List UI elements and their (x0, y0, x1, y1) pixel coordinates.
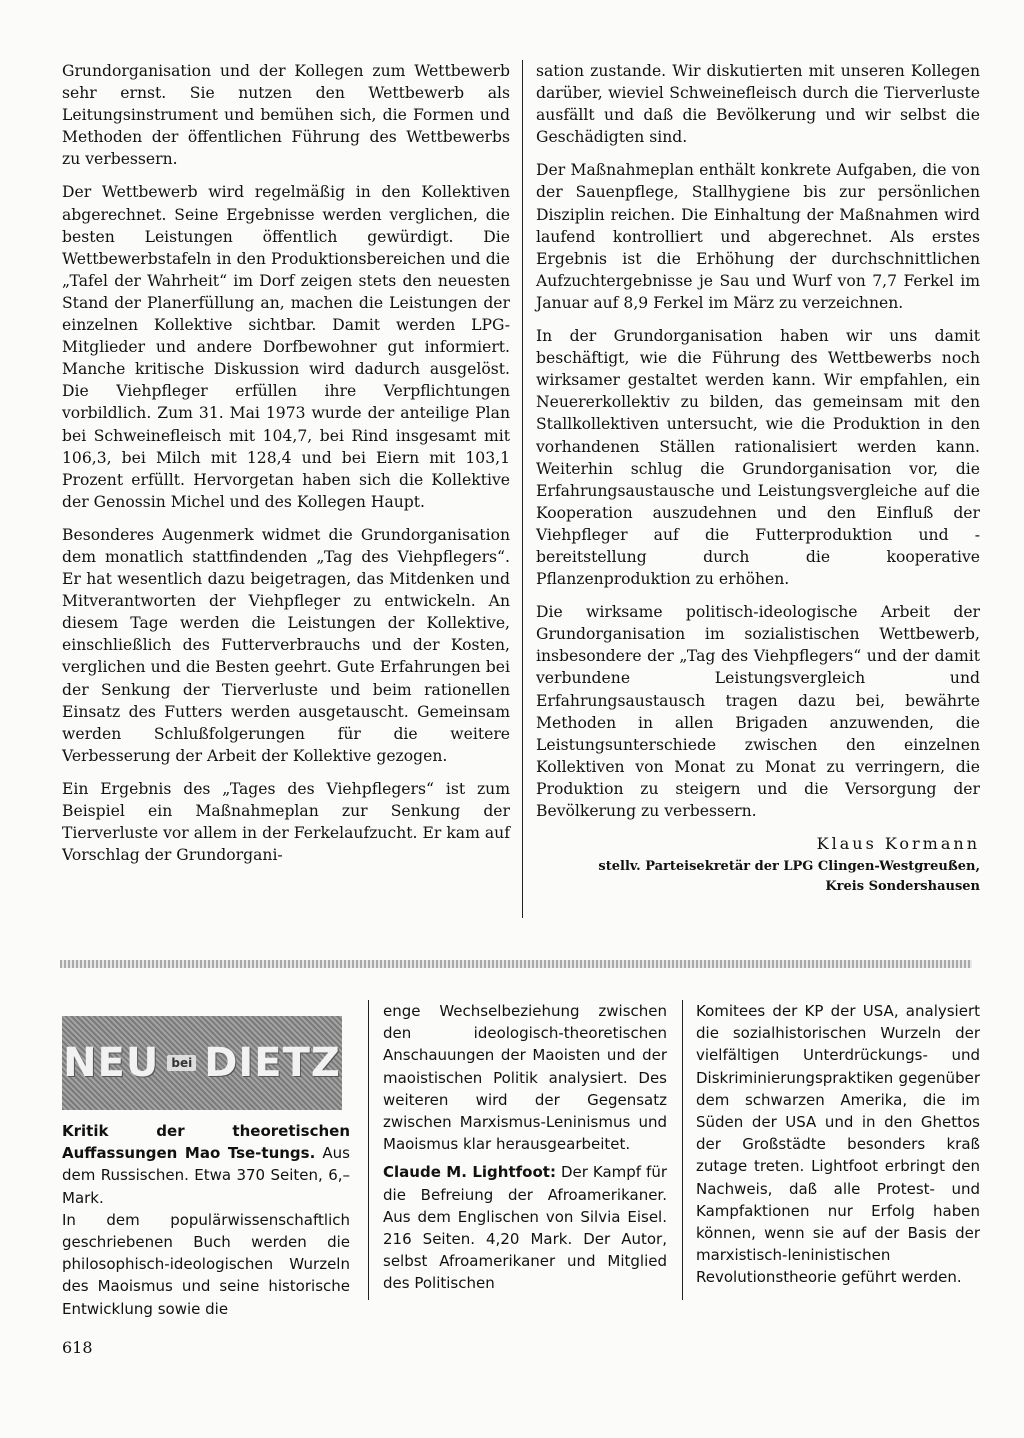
paragraph: Grundorganisation und der Kollegen zum Wettbewerb sehr ernst. Sie nutzen den Wettbewerb als Leitungsinstrument und bemühen sich, die Formen und Methoden der öffentlichen Führung des Wettbewerbs zu verbessern. (62, 62, 510, 169)
book-description: In dem populärwissenschaftlich geschriebenen Buch werden die philosophisch-ideologischen Wurzeln des Maoismus und seine historische Entwicklung sowie die (62, 1210, 350, 1318)
book-author: Claude M. Lightfoot: (383, 1163, 556, 1182)
banner-word: DIETZ (204, 1040, 341, 1086)
book-details: Aus dem Russischen. Etwa 370 Seiten, 6,– Mark. (62, 1144, 351, 1207)
paragraph: Die wirksame politisch-ideologische Arbeit der Grundorganisation im sozialistischen Wettbewerb, insbesondere der „Tag des Viehpflegers“ und der damit verbundene Leistungsvergleich und Erfahrungsaustausch tragen dazu bei, bewährte Methoden in allen Brigaden anzuwenden, die Leistungsunterschiede zwischen den einzelnen Kollektiven von Monat zu Monat zu verringern, die Produktion zu steigern und die Versorgung der Bevölkerung zu verbessern. (536, 603, 980, 820)
paragraph: Der Maßnahmeplan enthält konkrete Aufgaben, die von der Sauenpflege, Stallhygiene bis zur persönlichen Disziplin reichen. Die Einhaltung der Maßnahmen wird laufend kontrolliert und abgerechnet. Als erstes Ergebnis ist die Erhöhung der durchschnittlichen Aufzuchtergebnisse je Sau und Wurf von 7,7 Ferkel im Januar auf 8,9 Ferkel im März zu verzeichnen. (536, 161, 980, 312)
paragraph: Besonderes Augenmerk widmet die Grundorganisation dem monatlich stattfindenden „Tag des Viehpflegers“. Er hat wesentlich dazu beigetragen, das Mitdenken und Mitverantworten der Viehpfleger zu entwickeln. An diesem Tage werden die Leistungen der Kollektive, einschließlich des Futterverbrauchs und der Kosten, verglichen und die Besten geehrt. Gute Erfahrungen bei der Senkung der Tierverluste und beim rationellen Einsatz des Futters werden ausgetauscht. Gemeinsam werden Schlußfolgerungen für die weitere Verbesserung der Arbeit der Kollektive gezogen. (62, 525, 510, 765)
column-divider (368, 1000, 369, 1300)
author-title-line: Kreis Sondershausen (825, 879, 980, 895)
signature (536, 833, 980, 897)
section-separator (60, 960, 972, 968)
paragraph: In der Grundorganisation haben wir uns damit beschäftigt, wie die Führung des Wettbewerbs noch wirksamer gestaltet werden kann. Wir empfahlen, ein Neuererkollektiv zu bilden, das gemeinsam mit den Stallkollektiven untersucht, wie die Produktion in den vorhandenen Ställen rationalisiert werden kann. Weiterhin schlug die Grundorganisation vor, die Erfahrungsaustausche und Leistungsvergleiche auf die Kooperation auszudehnen und den Einfluß der Viehpfleger auf die Futterproduktion und -bereitstellung durch die kooperative Pflanzenproduktion zu erhöhen. (536, 327, 980, 589)
banner-word: bei (167, 1055, 196, 1071)
book-details: Der Kampf für die Befreiung der Afroamerikaner. Aus dem Englischen von Silvia Eisel. 216 Seiten. 4,20 Mark. Der Autor, selbst Afroamerikaner und Mitglied des Politischen (383, 1163, 667, 1293)
books-column-2 (383, 1000, 667, 1295)
paragraph: sation zustande. Wir diskutierten mit unseren Kollegen darüber, wieviel Schweinefleisch durch die Tierverluste ausfällt und daß die Bevölkerung und wir selbst die Geschädigten sind. (536, 62, 980, 147)
column-divider (522, 60, 523, 918)
article-left-column (62, 60, 510, 877)
paragraph: Der Wettbewerb wird regelmäßig in den Kollektiven abgerechnet. Seine Ergebnisse werden verglichen, die besten Leistungen öffentlich gewürdigt. Die Wettbewerbstafeln in den Produktionsbereichen und die „Tafel der Wahrheit“ im Dorf zeigen stets den neuesten Stand der Planerfüllung an, machen die Leistungen der einzelnen Kollektive sichtbar. Damit werden LPG-Mitglieder und andere Dorfbewohner gut informiert. Manche kritische Diskussion wird dadurch ausgelöst. Die Viehpfleger erfüllen ihre Verpflichtungen vorbildlich. Zum 31. Mai 1973 wurde der anteilige Plan bei Schweinefleisch mit 104,7, bei Rind insgesamt mit 106,3, bei Milch mit 128,4 und bei Eiern mit 103,1 Prozent erfüllt. Hervorgetan haben sich die Kollektive der Genossin Michel und des Kollegen Haupt. (62, 183, 510, 511)
page-number: 618 (62, 1338, 93, 1357)
author-title-line: stellv. Parteisekretär der LPG Clingen-Westgreußen, (598, 859, 980, 875)
book-description: Komitees der KP der USA, analysiert die sozialhistorischen Wurzeln der vielfältigen Unterdrückungs- und Diskriminierungspraktiken gegenüber dem schwarzen Amerika, die im Süden der USA und in den Ghettos der Großstädte besonders kraß zutage treten. Lightfoot erbringt den Nachweis, daß alle Protest- und Kampfaktionen nur Erfolg haben können, wenn sie auf der Basis der marxistisch-leninistischen Revolutionstheorie geführt werden. (696, 1002, 980, 1287)
column-divider (682, 1000, 683, 1300)
neu-bei-dietz-banner (62, 1016, 342, 1110)
book-title: Kritik der theoretischen Auffassungen Mao Tse-tungs. (62, 1122, 350, 1163)
book-entry (62, 1120, 350, 1209)
banner-word: NEU (63, 1040, 160, 1086)
book-entry (383, 1161, 667, 1294)
author-name: Klaus Kormann (816, 834, 980, 854)
books-column-1 (62, 1120, 350, 1320)
article-right-column (536, 60, 980, 897)
books-column-3 (696, 1000, 980, 1289)
author-title (536, 857, 980, 897)
book-description: enge Wechselbeziehung zwischen den ideologisch-theoretischen Anschauungen der Maoisten und der maoistischen Politik analysiert. Des weiteren wird der Gegensatz zwischen Marxismus-Leninismus und Maoismus klar herausgearbeitet. (383, 1002, 667, 1154)
paragraph: Ein Ergebnis des „Tages des Viehpflegers“ ist zum Beispiel ein Maßnahmeplan zur Senkung der Tierverluste vor allem in der Ferkelaufzucht. Er kam auf Vorschlag der Grundorgani- (62, 779, 510, 865)
